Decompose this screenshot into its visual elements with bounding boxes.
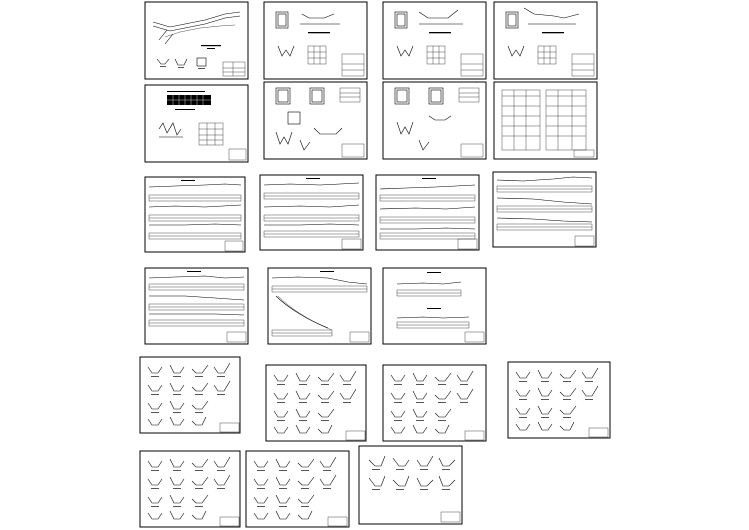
sheet-structure-details-4[interactable] xyxy=(264,82,367,159)
sheet-section-with-table[interactable] xyxy=(145,85,248,162)
sheet-profile-with-curve[interactable] xyxy=(268,268,371,344)
sheet-profile-2[interactable] xyxy=(260,175,363,250)
sheet-cross-sections-3[interactable] xyxy=(383,365,486,441)
sheet-profile-5[interactable] xyxy=(145,268,248,344)
sheet-profile-1[interactable] xyxy=(145,177,245,252)
sheet-cross-sections-4[interactable] xyxy=(508,362,610,438)
sheet-cross-sections-6[interactable] xyxy=(246,451,349,527)
sheet-cross-sections-5[interactable] xyxy=(140,451,240,527)
sheet-cross-sections-sparse[interactable] xyxy=(359,446,462,524)
sheet-profile-4[interactable] xyxy=(493,172,596,247)
sheet-structure-details-1[interactable] xyxy=(264,2,367,79)
sheet-profile-3[interactable] xyxy=(376,175,479,250)
sheet-structure-details-2[interactable] xyxy=(383,2,486,79)
sheet-profile-short[interactable] xyxy=(383,268,486,344)
sheet-structure-details-5[interactable] xyxy=(383,82,486,159)
sheet-structure-details-3[interactable] xyxy=(494,2,597,79)
sheet-cross-sections-1[interactable] xyxy=(140,357,240,433)
sheet-cross-sections-2[interactable] xyxy=(266,365,366,441)
sheet-plan-overview[interactable] xyxy=(145,2,248,79)
sheet-data-table[interactable] xyxy=(494,82,597,159)
